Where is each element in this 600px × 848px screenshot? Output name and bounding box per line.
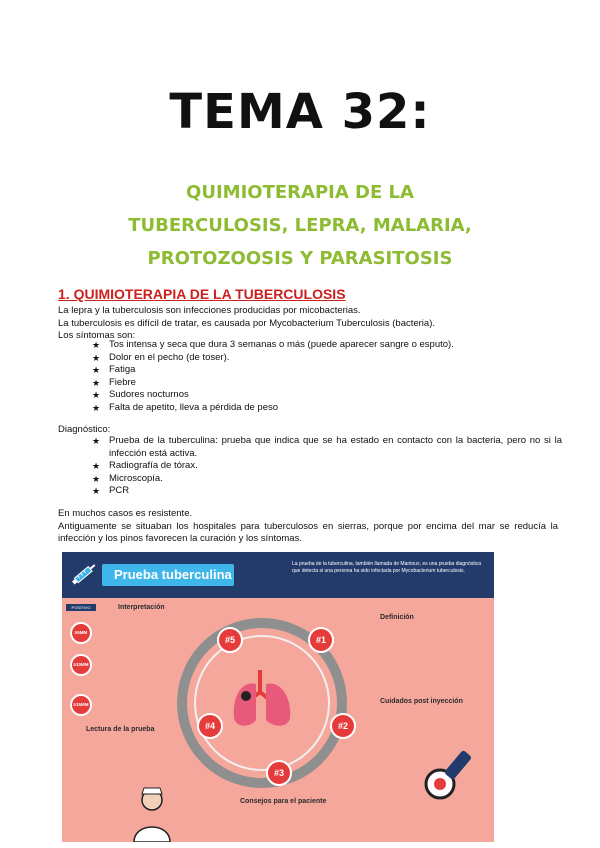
lungs-icon: [230, 666, 296, 732]
reading-heading: Lectura de la prueba: [86, 726, 155, 733]
magnifier-icon: [422, 742, 488, 802]
closing-paragraph: [58, 508, 558, 546]
infographic-header: [62, 552, 494, 598]
syringe-icon: [68, 558, 100, 590]
list-item: ★ Fiebre: [92, 377, 562, 390]
list-item: ★ Dolor en el pecho (de toser).: [92, 352, 562, 365]
step-2: #2: [330, 713, 356, 739]
closing-line: En muchos casos es resistente.: [58, 508, 193, 519]
intro-line: La tuberculosis es difícil de tratar, es causada por Mycobacterium Tuberculosis (bacteria).: [58, 317, 436, 329]
intro-line: Los síntomas son:: [58, 330, 136, 341]
intro-line: La lepra y la tuberculosis son infecciones producidas por micobacterias.: [58, 305, 361, 316]
list-item: ★ PCR: [92, 485, 562, 498]
interpretation-heading: Interpretación: [118, 604, 165, 611]
advice-heading: Consejos para el paciente: [240, 798, 327, 805]
positive-tag: POSITIVO: [66, 604, 96, 611]
aftercare-heading: Cuidados post inyección: [380, 698, 463, 705]
dot-15mm: ≥15MM: [70, 694, 92, 716]
infographic-tuberculin: [62, 552, 494, 842]
page-title: TEMA 32:: [169, 84, 431, 140]
dot-10mm: ≥10MM: [70, 654, 92, 676]
infographic-intro: La prueba de la tuberculina, también llamada de Mantoux, es una prueba diagnóstica que detecta si una persona ha sido infectada por Mycobacterium tuberculosis.: [292, 561, 482, 574]
section-heading: 1. QUIMIOTERAPIA DE LA TUBERCULOSIS: [58, 286, 346, 302]
step-1: #1: [308, 627, 334, 653]
diagnosis-list: [92, 435, 562, 498]
infographic-title: Prueba tuberculina: [114, 567, 232, 582]
list-item: ★ Radiografía de tórax.: [92, 460, 562, 473]
step-3: #3: [266, 760, 292, 786]
intro-paragraph: [58, 305, 558, 343]
closing-line: Antiguamente se situaban los hospitales para tuberculosos en sierras, porque por encima del mar se reducía la infección y los pinos favorecen la curación y los síntomas.: [58, 520, 558, 544]
document-subtitle: QUIMIOTERAPIA DE LA TUBERCULOSIS, LEPRA, MALARIA, PROTOZOOSIS Y PARASITOSIS: [128, 182, 472, 269]
nurse-icon: [132, 784, 172, 842]
list-item: ★ Prueba de la tuberculina: prueba que indica que se ha estado en contacto con la bacteria, pero no si la infección está activa.: [92, 435, 562, 460]
step-5: #5: [217, 627, 243, 653]
list-item: ★ Microscopía.: [92, 473, 562, 486]
list-item: ★ Sudores nocturnos: [92, 389, 562, 402]
step-4: #4: [197, 713, 223, 739]
symptoms-list: [92, 339, 562, 414]
definition-heading: Definición: [380, 614, 414, 621]
list-item: ★ Fatiga: [92, 364, 562, 377]
list-item: ★ Tos intensa y seca que dura 3 semanas o más (puede aparecer sangre o esputo).: [92, 339, 562, 352]
dot-5mm: ≥5MM: [70, 622, 92, 644]
diagnosis-label: Diagnóstico:: [58, 424, 111, 435]
list-item: ★ Falta de apetito, lleva a pérdida de peso: [92, 402, 562, 415]
